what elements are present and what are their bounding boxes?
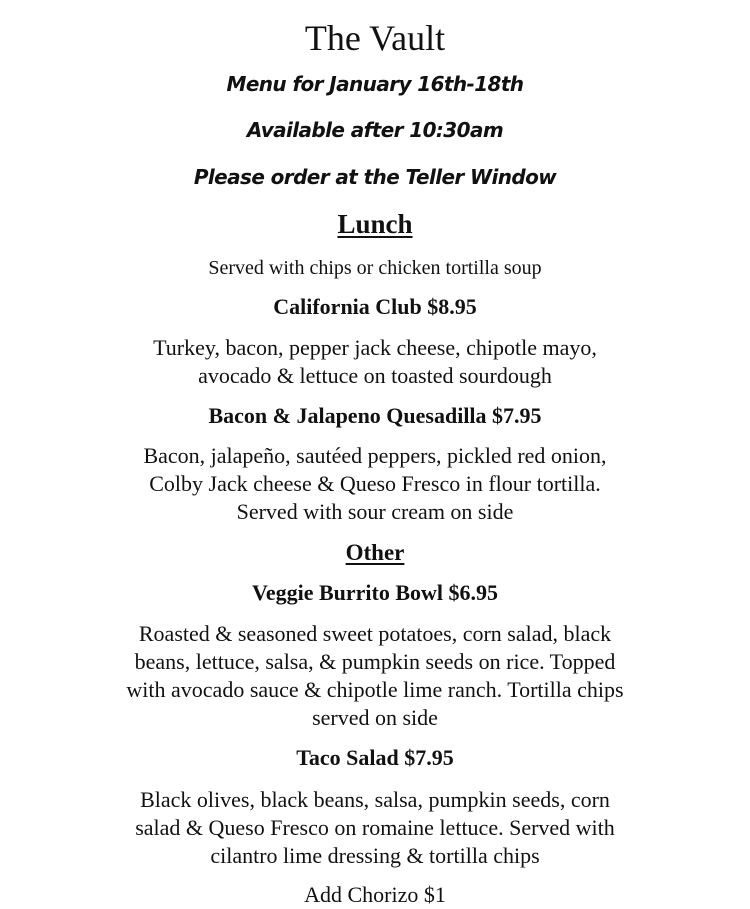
description-line: served on side [312,705,438,730]
section-heading-other: Other [345,540,405,565]
menu-item-description [0,442,750,526]
menu-item-title: Veggie Burrito Bowl $6.95 [251,580,499,605]
menu-dates: Menu for January 16th-18th [226,72,524,96]
description-line: salad & Queso Fresco on romaine lettuce. Served with [135,815,615,840]
description-line: with avocado sauce & chipotle lime ranch. Tortilla chips [126,677,624,702]
menu-item-description [0,786,750,870]
description-line: Bacon, jalapeño, sautéed peppers, pickled red onion, [143,443,607,468]
description-line: avocado & lettuce on toasted sourdough [198,363,552,388]
description-line: Turkey, bacon, pepper jack cheese, chipotle mayo, [153,335,597,360]
menu-item-title: California Club $8.95 [273,294,477,319]
description-line: Colby Jack cheese & Queso Fresco in flour tortilla. [149,471,601,496]
menu-item-title: Taco Salad $7.95 [296,745,454,770]
menu-item-title: Bacon & Jalapeno Quesadilla $7.95 [208,403,542,428]
menu-item-description [0,334,750,390]
order-instructions: Please order at the Teller Window [193,165,557,189]
availability-note: Available after 10:30am [246,118,504,142]
description-line: Served with sour cream on side [236,499,514,524]
description-line: Black olives, black beans, salsa, pumpkin seeds, corn [140,787,610,812]
description-line: Roasted & seasoned sweet potatoes, corn salad, black [138,621,612,646]
description-line: beans, lettuce, salsa, & pumpkin seeds on rice. Topped [134,649,616,674]
restaurant-title: The Vault [304,18,446,58]
description-line: cilantro lime dressing & tortilla chips [210,843,540,868]
section-heading-lunch: Lunch [337,209,413,239]
menu-item-description [0,620,750,732]
lunch-served-with-note: Served with chips or chicken tortilla soup [208,257,542,279]
addon-chorizo: Add Chorizo $1 [304,882,446,907]
